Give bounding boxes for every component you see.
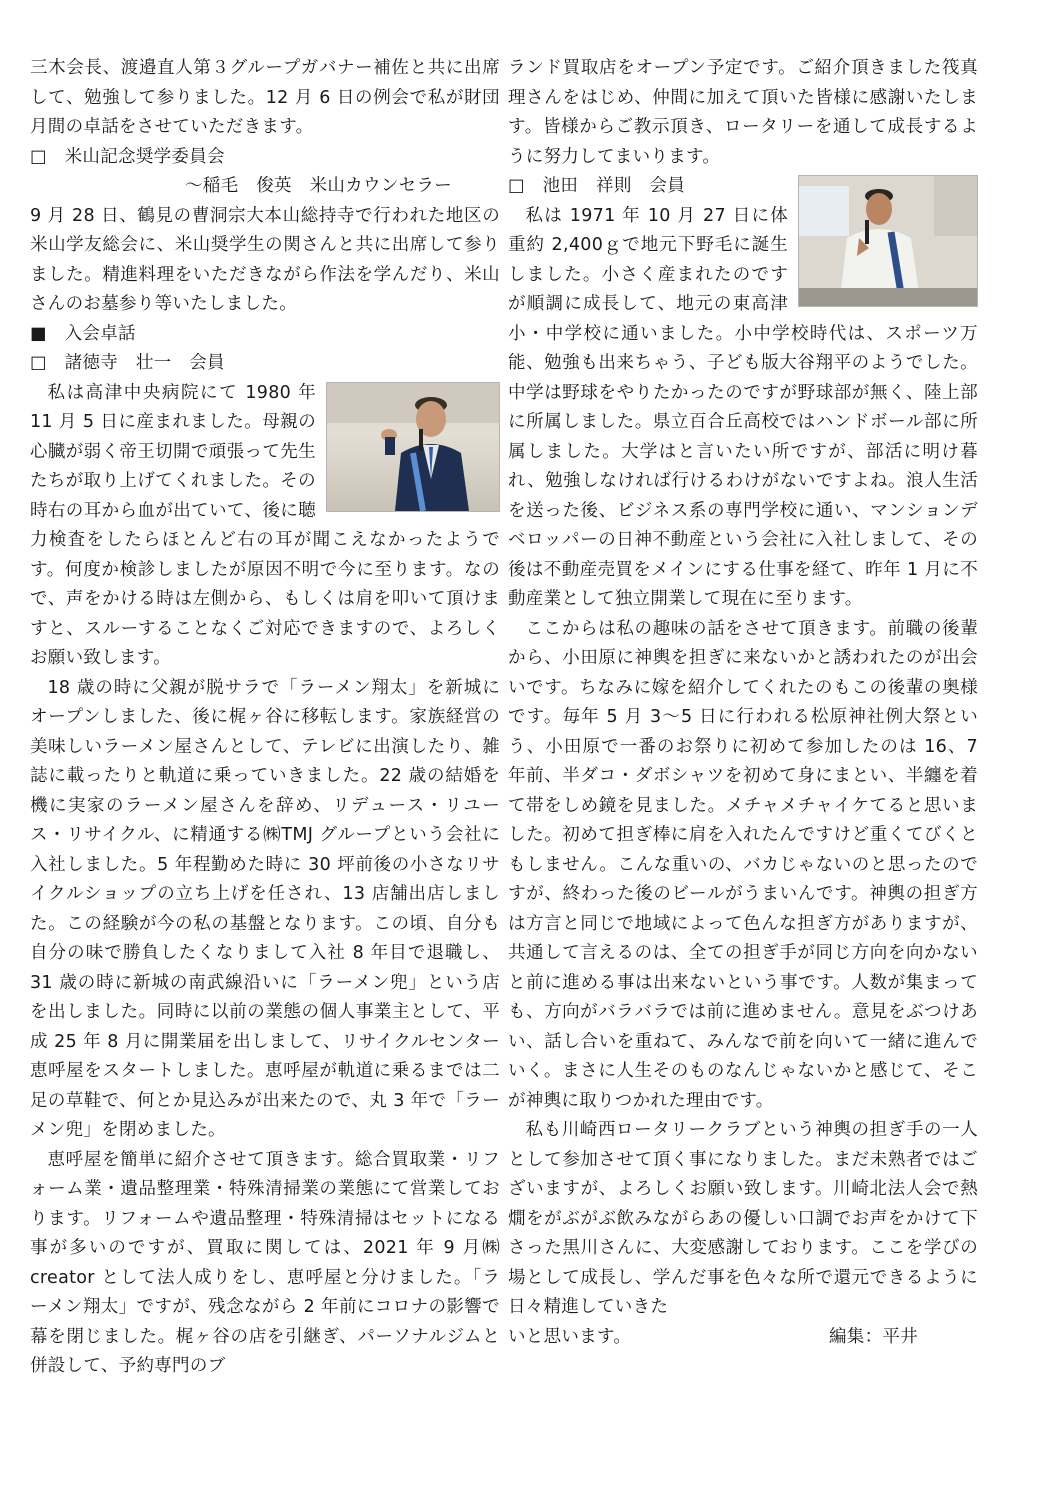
closing-line [508, 1323, 978, 1353]
paragraph-ikeda-mikoshi: ここからは私の趣味の話をさせて頂きます。前職の後輩から、小田原に神輿を担ぎに来ないかと誘われたのが出会いです。ちなみに嫁を紹介してくれたのもこの後輩の奥様です。毎年 5 月 3～5 日に行われる松原神社例大祭という、小田原で一番のお祭りに初めて参加したのは 16、7 年前、半ダコ・ダボシャツを初めて身にまとい、半纏を着て帯をしめ鏡を見ました。メチャメチャイケてると思いました。初めて担ぎ棒に肩を入れたんですけど重くてびくともしません。こんな重いの、バカじゃないのと思ったのですが、終わった後のビールがうまいんです。神輿の担ぎ方は方言と同じで地域によって色んな担ぎ方がありますが、共通して言えるのは、全ての担ぎ手が同じ方向を向かないと前に進める事は出来ないという事です。人数が集まっても、方向がバラバラでは前に進めません。意見をぶつけあい、話し合いを重ねて、みんなで前を向いて一緒に進んでいく。まさに人生そのものなんじゃないかと感じて、そこが神輿に取りつかれた理由です。 [508, 618, 978, 1111]
speaker-photo-shotokuji [326, 382, 500, 512]
left-column [30, 54, 500, 1382]
paragraph-ikeda-closing: 私も川崎西ロータリークラブという神輿の担ぎ手の一人として参加させて頂く事になりました。まだ未熟者ではございますが、よろしくお願い致します。川崎北法人会で熱燗をがぶがぶ飲みながらあの優しい口調でお声をかけて下さった黒川さんに、大変感謝しております。ここを学びの場として成長し、学んだ事を色々な所で還元できるように日々精進していきた [508, 1120, 978, 1317]
heading-member-ikeda: □ 池田 祥則 会員 [508, 176, 686, 196]
editor-signature: 編集：平井 [829, 1326, 918, 1347]
paragraph-ikeda-closing-end: いと思います。 [508, 1326, 632, 1347]
paragraph-shotokuji-closing: ランド買取店をオープン予定です。ご紹介頂きました筏真理さんをはじめ、仲間に加えて頂いた皆様に感謝いたします。皆様からご教示頂き、ロータリーを通して成長するように努力してまいります。 [508, 58, 978, 167]
heading-new-member-talks: ■ 入会卓話 [30, 323, 136, 344]
right-column [508, 54, 978, 1352]
heading-yoneyama-committee: □ 米山記念奨学委員会 [30, 146, 225, 167]
subheading-yoneyama-counselor: ～稲毛 俊英 米山カウンセラー [185, 176, 452, 196]
paragraph-shotokuji-career: 18 歳の時に父親が脱サラで「ラーメン翔太」を新城にオープンしました、後に梶ヶ谷に移転します。家族経営の美味しいラーメン屋さんとして、テレビに出演したり、雑誌に載ったりと軌道に乗っていきました。22 歳の結婚を機に実家のラーメン屋さんを辞め、リデュース・リユース・リサイクル、に精通する㈱TMJ グループという会社に入社しました。5 年程勤めた時に 30 坪前後の小さなリサイクルショップの立ち上げを任され、13 店舗出店しました。この経験が今の私の基盤となります。この頃、自分も自分の味で勝負したくなりまして入社 8 年目で退職し、31 歳の時に新城の南武線沿いに「ラーメン兜」という店を出しました。同時に以前の業態の個人事業主として、平成 25 年 8 月に開業届を出しまして、リサイクルセンター恵呼屋をスタートしました。恵呼屋が軌道に乗るまでは二足の草鞋で、何とか見込みが出来たので、丸 3 年で「ラーメン兜」を閉めました。 [30, 677, 500, 1140]
heading-member-shotokuji: □ 諸徳寺 壮一 会員 [30, 353, 225, 373]
paragraph-yoneyama-report: 9 月 28 日、鶴見の曹洞宗大本山総持寺で行われた地区の米山学友総会に、米山奨学生の関さんと共に出席して参りました。精進料理をいただきながら作法を学んだり、米山さんのお墓参り等いたしました。 [30, 205, 500, 314]
paragraph-shotokuji-business: 恵呼屋を簡単に紹介させて頂きます。総合買取業・リフォーム業・遺品整理業・特殊清掃業の業態にて営業しております。リフォームや遺品整理・特殊清掃はセットになる事が多いのですが、買取に関しては、2021 年 9 月㈱creator として法人成りをし、恵呼屋と分けました。「ラーメン翔太」ですが、残念ながら 2 年前にコロナの影響で幕を閉じました。梶ヶ谷の店を引継ぎ、パーソナルジムと併設して、予約専門のブ [30, 1149, 500, 1376]
speaker-photo-ikeda [798, 175, 978, 307]
paragraph-gathering-report: 三木会長、渡邉直人第３グループガバナー補佐と共に出席して、勉強して参りました。12 月 6 日の例会で私が財団月間の卓話をさせていただきます。 [30, 58, 500, 137]
paragraph-ikeda-profile: 私は 1971 年 10 月 27 日に体重約 2,400ｇで地元下野毛に誕生しました。小さく産まれたのですが順調に成長して、地元の東高津小・中学校に通いました。小中学校時代は、スポーツ万能、勉強も出来ちゃう、子ども版大谷翔平のようでした。中学は野球をやりたかったのですが野球部が無く、陸上部に所属しました。県立百合丘高校ではハンドボール部に所属しました。大学はと言いたい所ですが、部活に明け暮れ、勉強しなければ行けるわけがないですよね。浪人生活を送った後、ビジネス系の専門学校に通い、マンションデベロッパーの日神不動産という会社に入社しまして、その後は不動産売買をメインにする仕事を経て、昨年 1 月に不動産業として独立開業して現在に至ります。 [508, 205, 978, 609]
paragraph-shotokuji-birth: 私は高津中央病院にて 1980 年 11 月 5 日に産まれました。母親の心臓が弱く帝王切開で頑張って先生たちが取り上げてくれました。その時右の耳から血が出ていて、後に聴力検査をしたらほとんど右の耳が聞こえなかったようです。何度か検診しましたが原因不明で今に至ります。なので、声をかける時は左側から、もしくは肩を叩いて頂けますと、スルーすることなくご対応できますので、よろしくお願い致します。 [30, 382, 500, 668]
